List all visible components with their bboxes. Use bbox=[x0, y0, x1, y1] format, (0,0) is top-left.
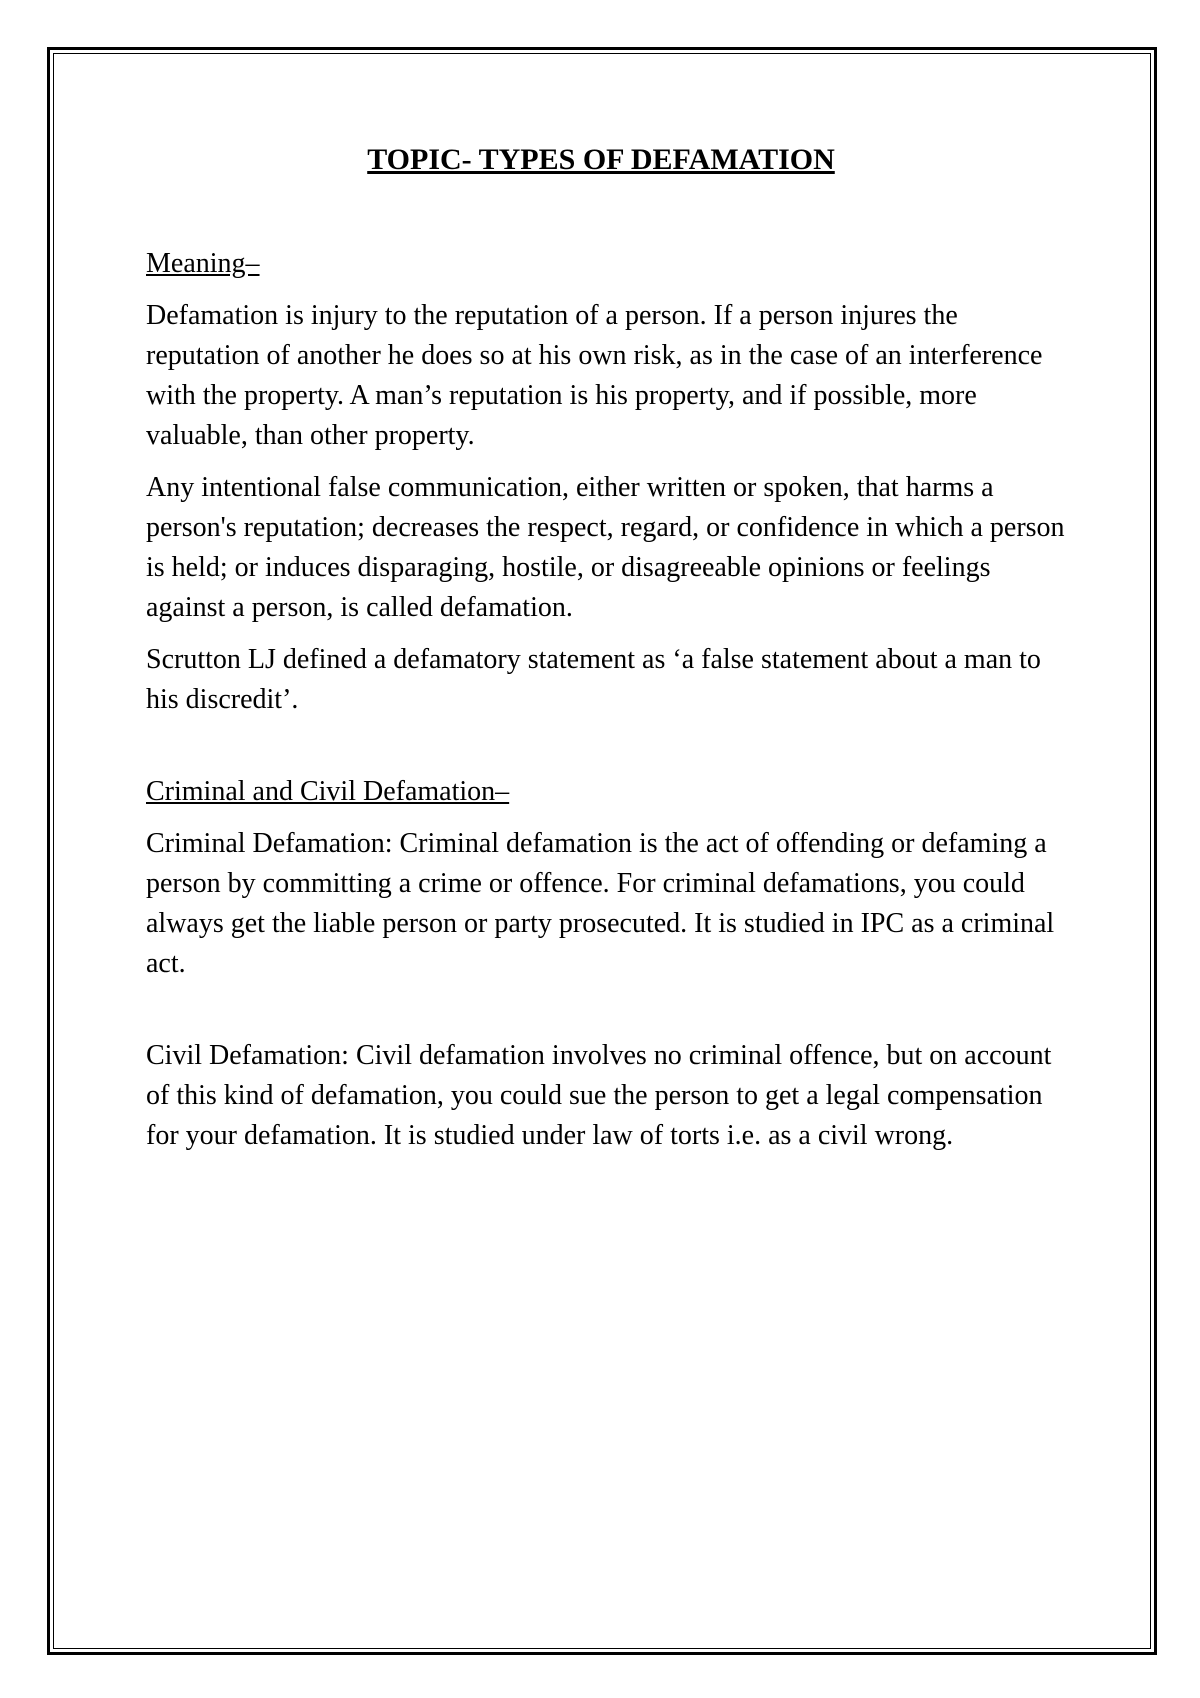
paragraph-criminal-defamation: Criminal Defamation: Criminal defamation is the act of offending or defaming a person by committing a crime or offence. For criminal defamations, you could always get the liable person or party prosecuted. It is studied in IPC as a criminal act. bbox=[146, 828, 1055, 979]
section-heading-meaning: Meaning– bbox=[146, 248, 260, 279]
paragraph-scrutton-definition: Scrutton LJ defined a defamatory statement as ‘a false statement about a man to his discredit’. bbox=[146, 644, 1041, 715]
document-title: TOPIC- TYPES OF DEFAMATION bbox=[367, 143, 835, 176]
paragraph-meaning-definition: Defamation is injury to the reputation of a person. If a person injures the reputation of another he does so at his own risk, as in the case of an interference with the property. A man’s reputation is his property, and if possible, more valuable, than other property. bbox=[146, 300, 1043, 451]
paragraph-civil-defamation: Civil Defamation: Civil defamation involves no criminal offence, but on account of this kind of defamation, you could sue the person to get a legal compensation for your defamation. It is studied under law of torts i.e. as a civil wrong. bbox=[146, 1040, 1052, 1151]
paragraph-intentional-communication: Any intentional false communication, either written or spoken, that harms a person's reputation; decreases the respect, regard, or confidence in which a person is held; or induces disparaging, hostile, or disagreeable opinions or feelings against a person, is called defamation. bbox=[146, 472, 1065, 623]
section-heading-criminal-civil: Criminal and Civil Defamation– bbox=[146, 776, 510, 807]
document-body bbox=[146, 140, 1066, 1156]
